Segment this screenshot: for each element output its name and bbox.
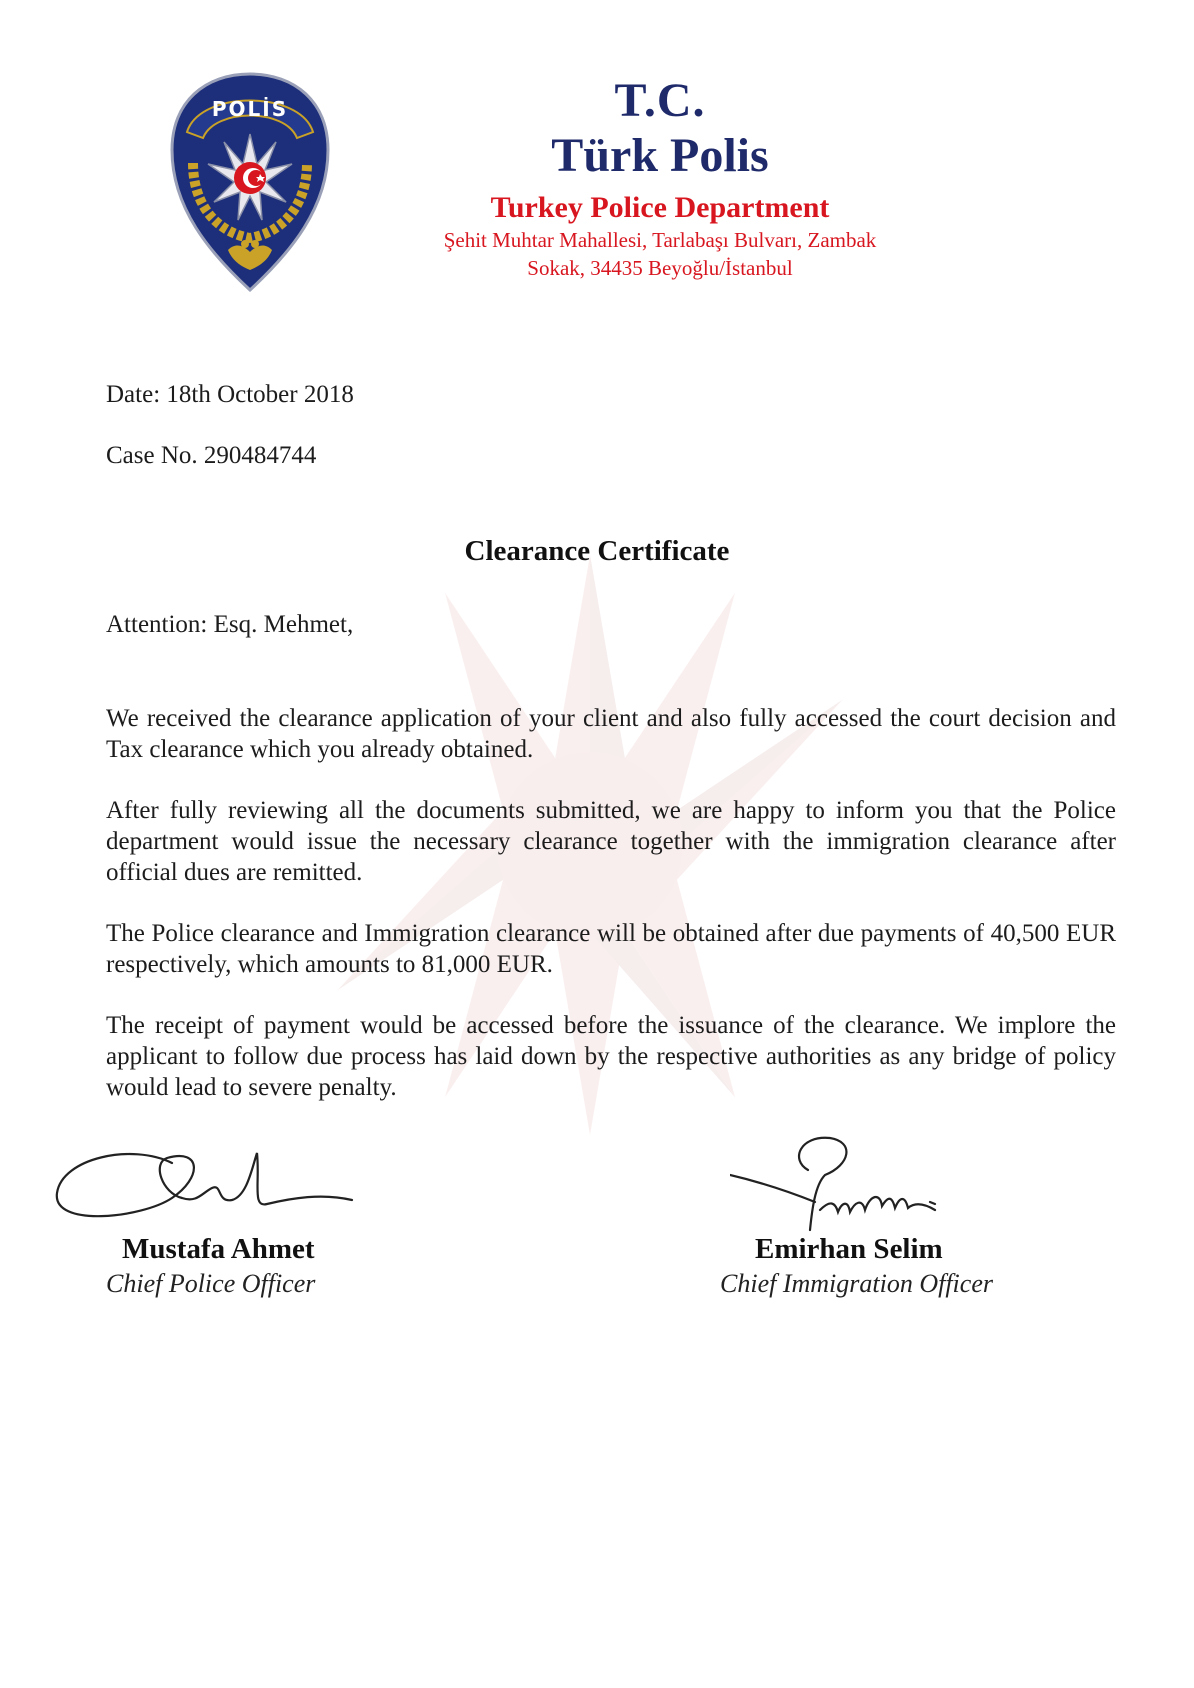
attention-line: Attention: Esq. Mehmet, (106, 611, 354, 638)
letter-date: Date: 18th October 2018 (106, 381, 354, 408)
signature-left (52, 1138, 362, 1238)
paragraph-2: After fully reviewing all the documents submitted, we are happy to inform you that the Police department would issue the necessary clearance together with the immigration clearance after official dues are remitted. (106, 797, 1116, 886)
signature-right (730, 1130, 990, 1240)
letterhead-address-line1: Şehit Muhtar Mahallesi, Tarlabaşı Bulvarı, Zambak (443, 228, 877, 252)
paragraph-1: We received the clearance application of your client and also fully accessed the court decision and Tax clearance which you already obtained. (106, 705, 1116, 763)
signatory-1-name: Mustafa Ahmet (122, 1233, 315, 1265)
document-title: Clearance Certificate (464, 535, 730, 567)
letterhead-tc: T.C. (614, 74, 706, 127)
paragraph-4: The receipt of payment would be accessed before the issuance of the clearance. We implore the applicant to follow due process has laid down by the respective authorities as any bridge of policy would lead to severe penalty. (106, 1012, 1116, 1101)
letterhead (380, 74, 940, 282)
paragraph-3: The Police clearance and Immigration clearance will be obtained after due payments of 40,500 EUR respectively, which amounts to 81,000 EUR. (106, 920, 1116, 978)
signatory-1-title: Chief Police Officer (106, 1269, 316, 1298)
letterhead-turk-polis: Türk Polis (551, 129, 769, 182)
letterhead-department: Turkey Police Department (490, 191, 830, 224)
signatory-2-name: Emirhan Selim (755, 1233, 943, 1265)
signatory-2-title: Chief Immigration Officer (720, 1269, 993, 1298)
case-number: Case No. 290484744 (106, 442, 317, 469)
emblem-lettering: POLİS (211, 97, 289, 121)
letterhead-address-line2: Sokak, 34435 Beyoğlu/İstanbul (527, 256, 793, 280)
police-emblem-logo (165, 68, 335, 293)
